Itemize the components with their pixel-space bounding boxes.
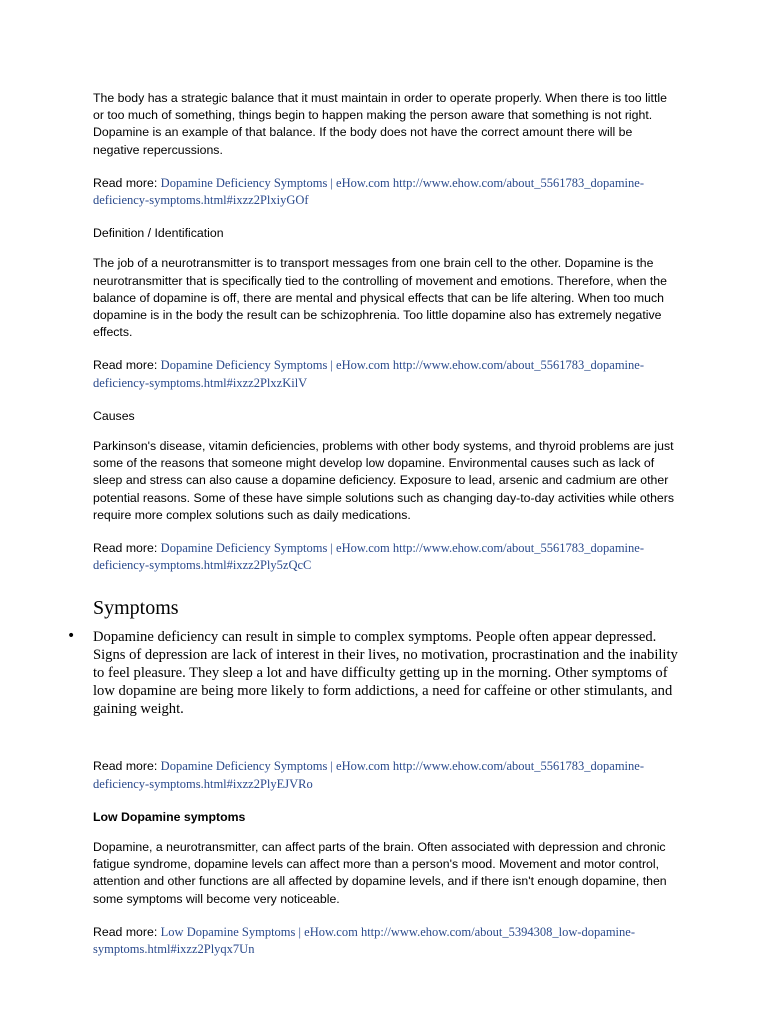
read-more-prefix: Read more: xyxy=(93,924,161,939)
read-more-prefix: Read more: xyxy=(93,759,161,774)
read-more-link-1[interactable]: Dopamine Deficiency Symptoms | eHow.com http://www.ehow.com/about_5561783_dopamine-deficiency-symptoms.html#ixzz2PlxiyGOf xyxy=(93,175,644,208)
causes-label: Causes xyxy=(93,408,135,423)
read-more-link-5[interactable]: Low Dopamine Symptoms | eHow.com http://www.ehow.com/about_5394308_low-dopamine-symptoms.html#ixzz2Plyqx7Un xyxy=(93,924,635,957)
intro-paragraph: The body has a strategic balance that it must maintain in order to operate properly. When there is too little or too much of something, things begin to happen making the person aware that something is not right. Dopamine is an example of that balance. If the body does not have the correct amount there will be negative repercussions. xyxy=(93,91,667,157)
symptoms-list xyxy=(67,628,678,718)
read-more-4 xyxy=(93,758,678,792)
read-more-prefix: Read more: xyxy=(93,541,161,556)
document-page xyxy=(67,90,678,974)
read-more-1 xyxy=(93,175,678,209)
definition-label: Definition / Identification xyxy=(93,226,224,241)
read-more-link-2[interactable]: Dopamine Deficiency Symptoms | eHow.com http://www.ehow.com/about_5561783_dopamine-deficiency-symptoms.html#ixzz2PlxzKilV xyxy=(93,358,644,390)
read-more-prefix: Read more: xyxy=(93,175,161,190)
definition-paragraph: The job of a neurotransmitter is to transport messages from one brain cell to the other. Dopamine is the neurotransmitter that is specifically tied to the controlling of movement and emotions. Therefore, when the balance of dopamine is off, there are mental and physical effects that can be life altering. When too much dopamine is in the body the result can be schizophrenia. Too little dopamine also has extremely negative effects. xyxy=(93,256,667,340)
read-more-link-4[interactable]: Dopamine Deficiency Symptoms | eHow.com http://www.ehow.com/about_5561783_dopamine-deficiency-symptoms.html#ixzz2PlyEJVRo xyxy=(93,759,644,791)
bullet-icon: • xyxy=(67,628,76,645)
read-more-link-3[interactable]: Dopamine Deficiency Symptoms | eHow.com http://www.ehow.com/about_5561783_dopamine-deficiency-symptoms.html#ixzz2Ply5zQcC xyxy=(93,541,644,573)
symptoms-bullet-text: Dopamine deficiency can result in simple to complex symptoms. People often appear depressed. Signs of depression are lack of interest in their lives, no motivation, procrastination and the inability to feel pleasure. They sleep a lot and have difficulty getting up in the morning. Other symptoms of low dopamine are being more likely to form addictions, a need for caffeine or other stimulants, and gaining weight. xyxy=(93,629,678,718)
list-item xyxy=(67,628,678,718)
causes-paragraph: Parkinson's disease, vitamin deficiencies, problems with other body systems, and thyroid problems are just some of the reasons that someone might develop low dopamine. Environmental causes such as lack of sleep and stress can also cause a dopamine deficiency. Exposure to lead, arsenic and cadmium are other potential reasons. Some of these have simple solutions such as changing day-to-day activities while others require more complex solutions such as daily medications. xyxy=(93,439,675,522)
symptoms-heading: Symptoms xyxy=(93,597,179,620)
read-more-3 xyxy=(93,540,678,574)
read-more-2 xyxy=(93,357,678,391)
low-dopamine-paragraph: Dopamine, a neurotransmitter, can affect parts of the brain. Often associated with depression and chronic fatigue syndrome, dopamine levels can affect more than a person's mood. Movement and motor control, attention and other functions are all affected by dopamine levels, and if there isn't enough dopamine, then some symptoms will become very noticeable. xyxy=(93,840,667,906)
read-more-5 xyxy=(93,924,678,958)
low-dopamine-label: Low Dopamine symptoms xyxy=(93,809,246,824)
read-more-prefix: Read more: xyxy=(93,358,161,373)
